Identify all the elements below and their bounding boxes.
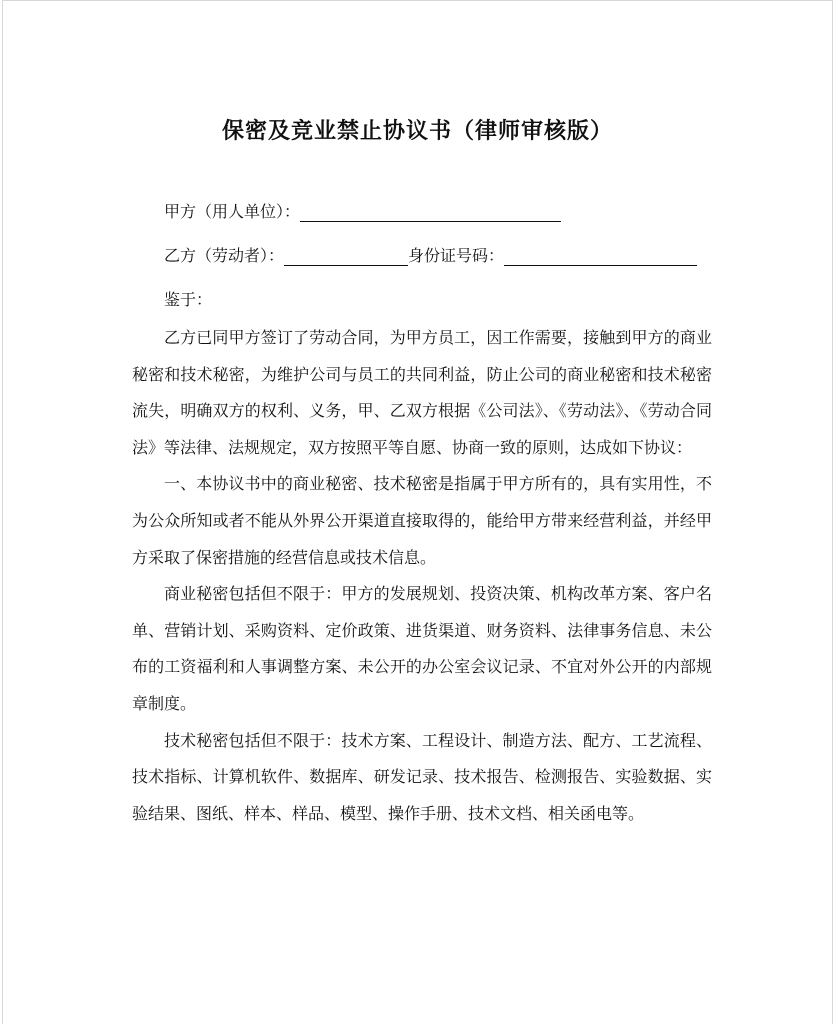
body-paragraph-4: 技术秘密包括但不限于：技术方案、工程设计、制造方法、配方、工艺流程、技术指标、计算机软件、数据库、研发记录、技术报告、检测报告、实验数据、实验结果、图纸、样本、样品、模型、操作手册、技术文档、相关函电等。 [132, 730, 712, 823]
party-a-line [164, 199, 561, 222]
party-b-blank[interactable] [284, 249, 408, 266]
body-paragraph-1: 乙方已同甲方签订了劳动合同，为甲方员工，因工作需要，接触到甲方的商业秘密和技术秘密，为维护公司与员工的共同利益，防止公司的商业秘密和技术秘密流失，明确双方的权利、义务，甲、乙双方根据《公司法》、《劳动法》、《劳动合同法》等法律、法规规定，双方按照平等自愿、协商一致的原则，达成如下协议： [132, 328, 712, 457]
document-body [132, 320, 712, 832]
party-b-label: 乙方（劳动者）： [164, 246, 285, 265]
body-paragraph-3: 商业秘密包括但不限于：甲方的发展规划、投资决策、机构改革方案、客户名单、营销计划、采购资料、定价政策、进货渠道、财务资料、法律事务信息、未公布的工资福利和人事调整方案、未公开的办公室会议记录、不宜对外公开的内部规章制度。 [132, 584, 712, 713]
document-page [2, 0, 833, 1024]
document-title: 保密及竞业禁止协议书（律师审核版） [221, 118, 613, 144]
id-number-label: 身份证号码： [408, 246, 505, 265]
whereas-line [164, 287, 212, 310]
party-a-blank[interactable] [300, 205, 561, 222]
id-number-blank[interactable] [504, 249, 697, 266]
party-a-label: 甲方（用人单位）： [164, 202, 301, 221]
body-paragraph-2: 一、本协议书中的商业秘密、技术秘密是指属于甲方所有的，具有实用性，不为公众所知或者不能从外界公开渠道直接取得的，能给甲方带来经营利益，并经甲方采取了保密措施的经营信息或技术信息。 [132, 474, 712, 567]
whereas-label: 鉴于： [164, 290, 213, 309]
party-b-line [164, 243, 697, 266]
